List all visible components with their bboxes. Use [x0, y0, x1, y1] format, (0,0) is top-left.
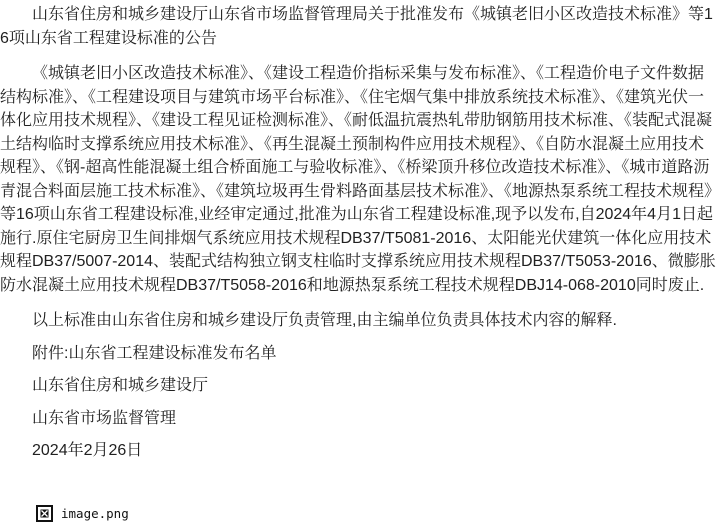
announcement-title: 山东省住房和城乡建设厅山东省市场监督管理局关于批准发布《城镇老旧小区改造技术标准》等16项山东省工程建设标准的公告: [0, 6, 713, 47]
attachment-alt-text: image.png: [61, 506, 129, 521]
issuer-market-regulation: 山东省市场监督管理: [32, 409, 177, 427]
management-note-paragraph: 以上标准由山东省住房和城乡建设厅负责管理,由主编单位负责具体技术内容的解释.: [32, 312, 617, 329]
issuer-housing-department: 山东省住房和城乡建设厅: [32, 377, 209, 394]
attachment-image-placeholder: [36, 505, 129, 522]
attachment-note-paragraph: 附件:山东省工程建设标准发布名单: [32, 344, 277, 362]
announcement-date: 2024年2月26日: [32, 442, 143, 459]
announcement-body-paragraph: 《城镇老旧小区改造技术标准》、《建设工程造价指标采集与发布标准》、《工程造价电子文件数据结构标准》、《工程建设项目与建筑市场平台标准》、《住宅烟气集中排放系统技术标准》、《建筑光伏一体化应用技术规程》、《建设工程见证检测标准》、《耐低温抗震热轧带肋钢筋用技术标准、《装配式混凝土结构临时支撑系统应用技术标准》、《再生混凝土预制构件应用技术规程》、《自防水混凝土应用技术规程》、《钢-超高性能混凝土组合桥面施工与验收标准》、《桥梁顶升移位改造技术标准》、《城市道路沥青混合料面层施工技术标准》、《建筑垃圾再生骨料路面基层技术标准》、《地源热泵系统工程技术规程》等16项山东省工程建设标准,业经审定通过,批准为山东省工程建设标准,现予以发布,自2024年4月1日起施行.原住宅厨房卫生间排烟气系统应用技术规程DB37/T5081-2016、太阳能光伏建筑一体化应用技术规程DB37/5007-2014、装配式结构独立钢支柱临时支撑系统应用技术规程DB37/T5053-2016、微膨胀防水混凝土应用技术规程DB37/T5058-2016和地源热泵系统工程技术规程DBJ14-068-2010同时废止.: [0, 65, 716, 294]
broken-image-icon: [36, 505, 53, 522]
